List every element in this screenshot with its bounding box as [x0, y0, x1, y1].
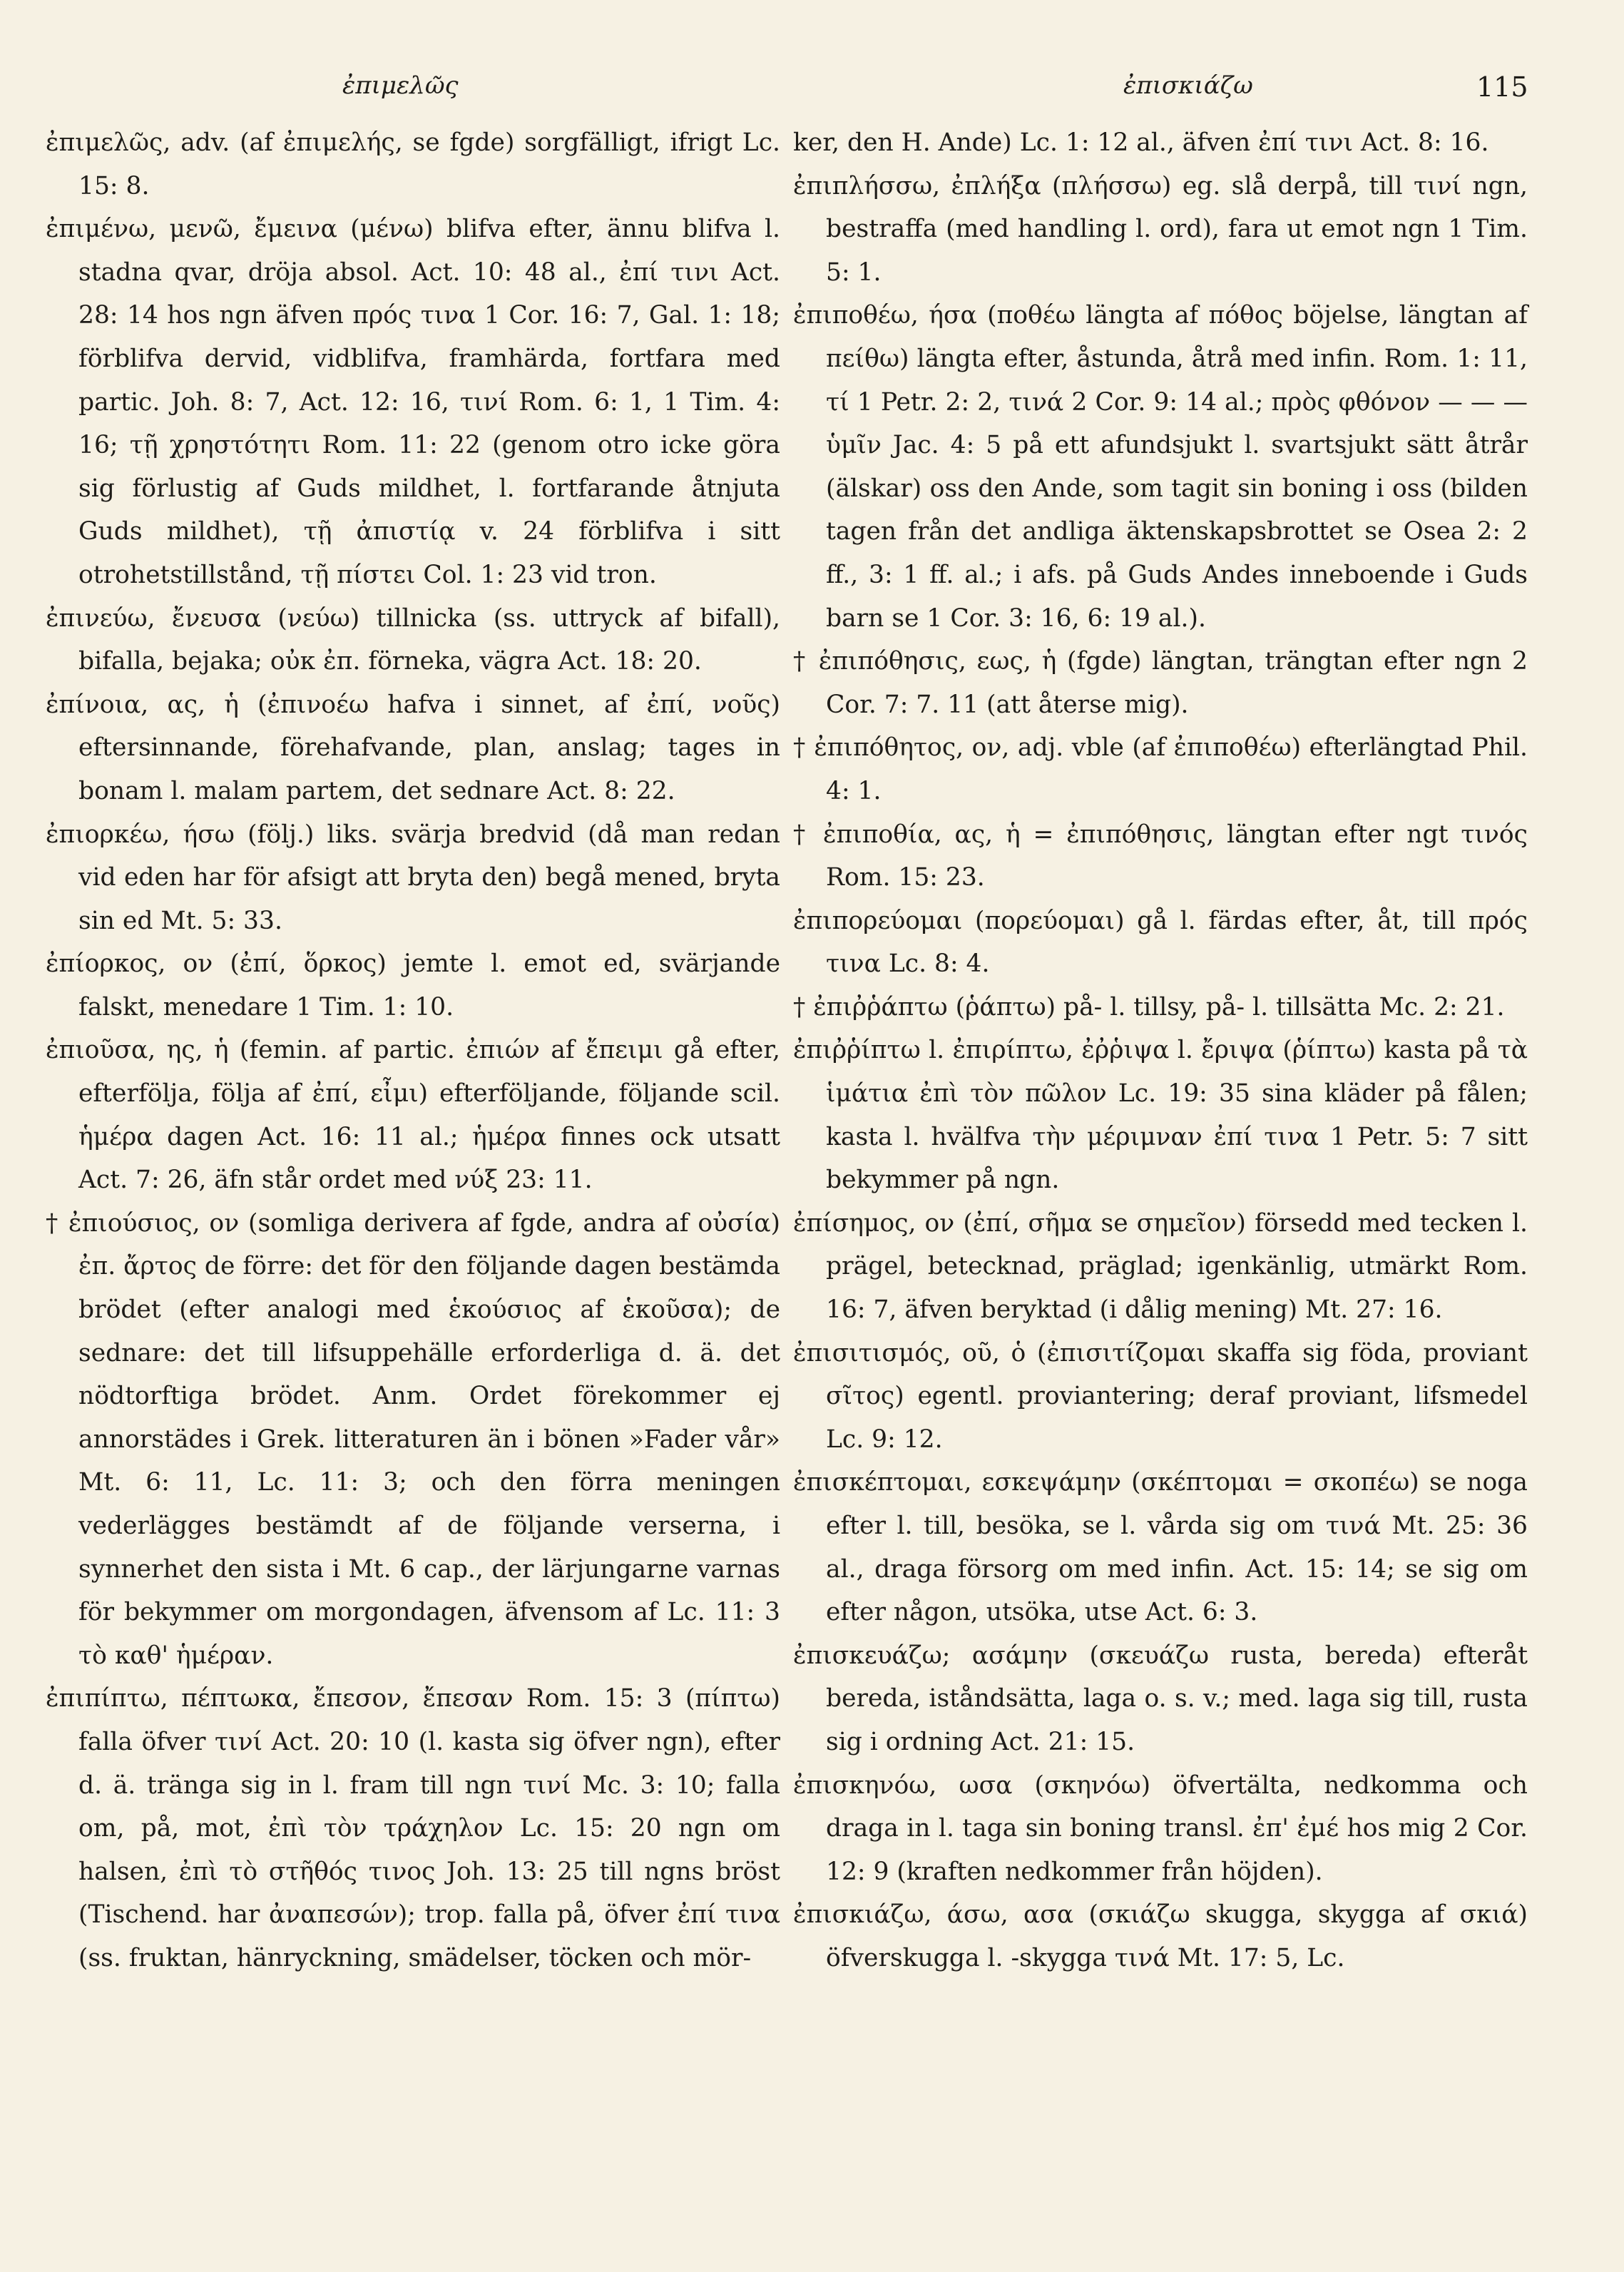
entry: ἐπιπλήσσω, ἐπλήξα (πλήσσω) eg. slå derpå, till τινί ngn, bestraffa (med handling l. ord), fara ut emot ngn 1 Tim. 5: 1. — [793, 171, 1528, 287]
entry: ἐπιῤῥίπτω l. ἐπιρίπτω, ἐῤῥιψα l. ἔριψα (ῥίπτω) kasta på τὰ ἱμάτια ἐπὶ τὸν πῶλον Lc. 19: 35 sina kläder på fålen; kasta l. hvälfva τὴν μέριμναν ἐπί τινα 1 Petr. 5: 7 sitt bekymmer på ngn. — [793, 1036, 1528, 1195]
entry: † ἐπιπόθητος, ον, adj. vble (af ἐπιποθέω) efterlängtad Phil. 4: 1. — [793, 733, 1528, 805]
entry: ἐπισκηνόω, ωσα (σκηνόω) öfvertälta, nedkomma och draga in l. taga sin boning transl. ἐπ' ἐμέ hos mig 2 Cor. 12: 9 (kraften nedkommer från höjden). — [793, 1771, 1528, 1886]
entry: ἐπιποθέω, ήσα (ποθέω längta af πόθος böjelse, längtan af πείθω) längta efter, åstunda, åtrå med infin. Rom. 1: 11, τί 1 Petr. 2: 2, τινά 2 Cor. 9: 14 al.; πρὸς φθόνον — — — ὑμῖν Jac. 4: 5 på ett afundsjukt l. svartsjukt sätt åtrår (älskar) oss den Ande, som tagit sin boning i oss (bilden tagen från det andliga äktenskapsbrottet se Osea 2: 2 ff., 3: 1 ff. al.; i afs. på Guds Andes inneboende i Guds barn se 1 Cor. 3: 16, 6: 19 al.). — [793, 301, 1528, 633]
entry: ἐπισιτισμός, οῦ, ὁ (ἐπισιτίζομαι skaffa sig föda, proviant σῖτος) egentl. proviantering; deraf proviant, lifsmedel Lc. 9: 12. — [793, 1338, 1528, 1454]
entry: ἐπίορκος, ον (ἐπί, ὅρκος) jemte l. emot ed, svärjande falskt, menedare 1 Tim. 1: 10. — [46, 949, 780, 1022]
entry: † ἐπιῤῥάπτω (ῥάπτω) på- l. tillsy, på- l. tillsätta Mc. 2: 21. — [793, 992, 1505, 1022]
entry: ἐπίνοια, ας, ἡ (ἐπινοέω hafva i sinnet, af ἐπί, νοῦς) eftersinnande, förehafvande, plan, anslag; tages in bonam l. malam partem, det sednare Act. 8: 22. — [46, 690, 780, 805]
entry: ἐπιοῦσα, ης, ἡ (femin. af partic. ἐπιών af ἔπειμι gå efter, efterfölja, följa af ἐπί, εἶμι) efterföljande, följande scil. ἡμέρα dagen Act. 16: 11 al.; ἡμέρα finnes ock utsatt Act. 7: 26, äfn står ordet med νύξ 23: 11. — [46, 1036, 780, 1195]
entry: ἐπιπορεύομαι (πορεύομαι) gå l. färdas efter, åt, till πρός τινα Lc. 8: 4. — [793, 906, 1528, 979]
right-column — [793, 121, 1528, 1980]
entry-continuation: ker, den H. Ande) Lc. 1: 12 al., äfven ἐπί τινι Act. 8: 16. — [793, 128, 1489, 157]
entry: † ἐπιούσιος, ον (somliga derivera af fgde, andra af οὐσία) ἐπ. ἄρτος de förre: det för den följande dagen bestämda brödet (efter analogi med ἑκούσιος af ἑκοῦσα); de sednare: det till lifsuppehälle erforderliga d. ä. det nödtorftiga brödet. Anm. Ordet förekommer ej annorstädes i Grek. litteraturen än i bönen »Fader vår» Mt. 6: 11, Lc. 11: 3; och den förra meningen vederlägges bestämdt af de följande verserna, i synnerhet den sista i Mt. 6 cap., der lärjungarne varnas för bekymmer om morgondagen, äfvensom af Lc. 11: 3 τὸ καθ' ἡμέραν. — [46, 1208, 780, 1670]
entry: ἐπιορκέω, ήσω (följ.) liks. svärja bredvid (då man redan vid eden har för afsigt att bryta den) begå mened, bryta sin ed Mt. 5: 33. — [46, 820, 780, 935]
entry: ἐπιμένω, μενῶ, ἔμεινα (μένω) blifva efter, ännu blifva l. stadna qvar, dröja absol. Act. 10: 48 al., ἐπί τινι Act. 28: 14 hos ngn äfven πρός τινα 1 Cor. 16: 7, Gal. 1: 18; förblifva dervid, vidblifva, framhärda, fortfara med partic. Joh. 8: 7, Act. 12: 16, τινί Rom. 6: 1, 1 Tim. 4: 16; τῇ χρηστότητι Rom. 11: 22 (genom otro icke göra sig förlustig af Guds mildhet, l. fortfarande åtnjuta Guds mildhet), τῇ ἀπιστίᾳ v. 24 förblifva i sitt otrohetstillstånd, τῇ πίστει Col. 1: 23 vid tron. — [46, 215, 780, 589]
left-running-head: ἐπιμελῶς — [342, 71, 459, 100]
entry: ἐπισκευάζω; ασάμην (σκευάζω rusta, bereda) efteråt bereda, iståndsätta, laga o. s. v.; med. laga sig till, rusta sig i ordning Act. 21: 15. — [793, 1641, 1528, 1756]
entry: ἐπίσημος, ον (ἐπί, σῆμα se σημεῖον) försedd med tecken l. prägel, betecknad, präglad; igenkänlig, utmärkt Rom. 16: 7, äfven beryktad (i dålig mening) Mt. 27: 16. — [793, 1208, 1528, 1325]
entry: ἐπιμελῶς, adv. (af ἐπιμελής, se fgde) sorgfälligt, ifrigt Lc. 15: 8. — [46, 128, 780, 200]
left-column — [46, 121, 780, 1980]
entry: ἐπινεύω, ἔνευσα (νεύω) tillnicka (ss. uttryck af bifall), bifalla, bejaka; οὐκ ἐπ. förneka, vägra Act. 18: 20. — [46, 603, 780, 676]
entry: ἐπιπίπτω, πέπτωκα, ἔπεσον, ἔπεσαν Rom. 15: 3 (πίπτω) falla öfver τινί Act. 20: 10 (l. kasta sig öfver ngn), efter d. ä. tränga sig in l. fram till ngn τινί Mc. 3: 10; falla om, på, mot, ἐπὶ τὸν τράχηλον Lc. 15: 20 ngn om halsen, ἐπὶ τὸ στῆθός τινος Joh. 13: 25 till ngns bröst (Tischend. har ἀναπεσών); trop. falla på, öfver ἐπί τινα (ss. fruktan, hänryckning, smädelser, töcken och mör- — [46, 1684, 780, 1972]
page-number: 115 — [1476, 71, 1528, 103]
entry: † ἐπιποθία, ας, ἡ = ἐπιπόθησις, längtan efter ngt τινός Rom. 15: 23. — [793, 820, 1528, 892]
entry: ἐπισκιάζω, άσω, ασα (σκιάζω skugga, skygga af σκιά) öfverskugga l. -skygga τινά Mt. 17: 5, Lc. — [793, 1900, 1528, 1972]
entry: ἐπισκέπτομαι, εσκεψάμην (σκέπτομαι = σκοπέω) se noga efter l. till, besöka, se l. vårda sig om τινά Mt. 25: 36 al., draga försorg om med infin. Act. 15: 14; se sig om efter någon, utsöka, utse Act. 6: 3. — [793, 1468, 1528, 1627]
right-running-head: ἐπισκιάζω — [1123, 71, 1253, 100]
entry: † ἐπιπόθησις, εως, ἡ (fgde) längtan, trängtan efter ngn 2 Cor. 7: 7. 11 (att återse mig). — [793, 647, 1528, 719]
